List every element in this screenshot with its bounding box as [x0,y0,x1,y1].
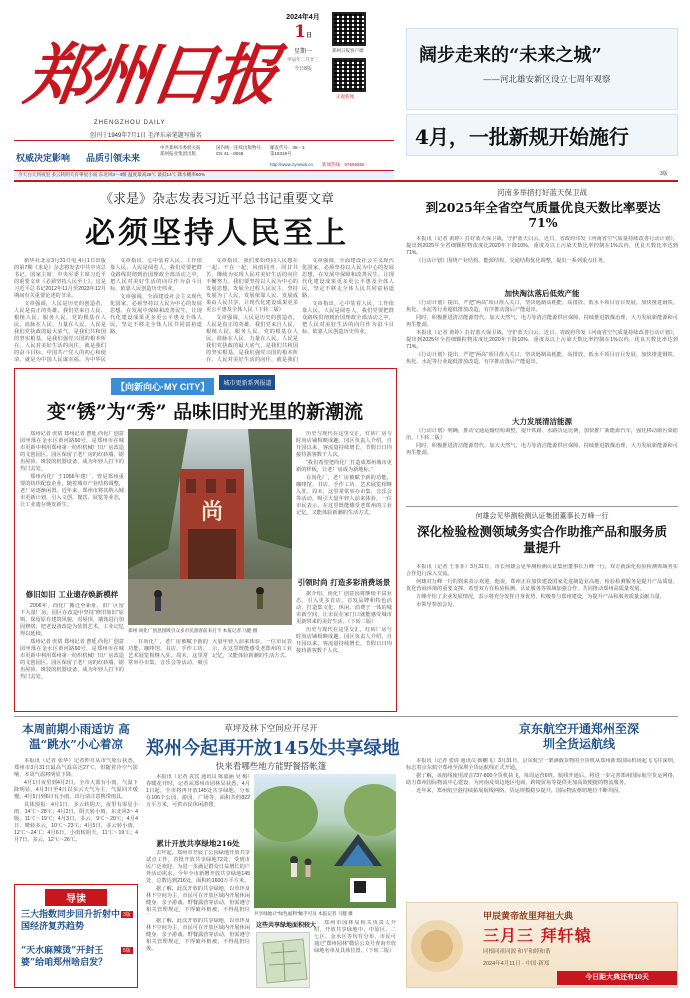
feature-body-right2 [296,591,392,703]
feature-body-left2 [20,603,124,703]
green-paragraph: 据了解，此次开放的共享绿地，以草坪及林下空间为主，市民可在开放区域内开展休闲健身、亲子游戏、野餐露营等活动，但需遵守相关管理规定，不得破坏植被，不得乱扔垃 [146,886,250,913]
airline-headline[interactable]: 京东航空开通郑州至深圳全货运航线 [518,722,639,751]
lead-body-col1 [14,258,106,363]
green-photo-illustration [254,774,396,908]
feature-subhead-1: 修旧如旧 工业遗存焕新模样 [25,590,119,599]
green-photo-caption: 共享绿地让“绿色福利”触手可及 本报记者 马健 摄 [254,911,353,916]
ad-banner[interactable] [406,902,678,988]
qr-code-icon[interactable] [332,58,366,92]
feature-paragraph: 郑州尚化厂于1956年建厂，曾是郑州重要的纺织配套企业。随着城市产业结构调整，老厂房逐渐闲置。近年来，郑州市将其纳入城市更新计划，引入文创、餐饮、展览等业态，让工业遗存焕发新生。 [20,474,124,508]
right-paragraph: 《行动计划》围绕产业结构、能源结构、交通结构优化调整，提出一系列重点任务。 [416,258,608,264]
green-photo[interactable] [254,774,396,908]
svg-text:尚: 尚 [200,499,224,525]
promo-page-ref: 3版 [660,171,668,177]
airline-paragraph: 据了解，该航线使用波音737-800全货机执飞，每周运营6班。航线开通后，将进一步完善郑州国际航空货运网络，助力郑州国际物流中心建设，为河南及周边地区电商、跨境贸易等提供更加高效便捷的物流服务。 [406,773,678,786]
guide-item-1[interactable]: 三大指数同步回升折射中国经济复苏趋势 [21,910,121,932]
slogan-right: 品质引领未来 [86,153,141,163]
right-section-label-2: 何雄会见华测检测认证集团董事长万峰一行 [475,512,609,520]
weather-bar [14,170,394,179]
airline-paragraph: 本报讯（记者 张倩 通讯员 韩鹏飞）3月31日，京东航空一架满载货物的全货机从郑州新郑国际机场起飞飞往深圳，标志着京东航空郑州至深圳全货运航线正式开通。 [406,758,678,771]
feature-headline[interactable]: 变“锈”为“秀” 品味旧时光里的新潮流 [46,401,364,423]
weather-text: 今天白天到夜里 多云转阴天有零星小雨 东北风3～4级 温度最高28℃ 最低14℃ 降水概率60% [18,172,206,177]
lead-paragraph: 文章强调，人民是历史的创造者，人民是真正的英雄。我们党来自人民、根植人民、服务人民，党的根基在人民、血脉在人民、力量在人民。人民是我们党执政的最大底气，是我们共和国的坚实根基，是我们强党兴国的根本所在。人民对美好生活的向往，就是我们 [206,315,298,363]
day-value: 1 [294,22,306,42]
feature-paragraph: 2006年，尚化厂搬迁至新址，旧厂区留下大量厂房。园区在改造中坚持“修旧如旧”原则，保留原有建筑风貌，对屋顶、墙体进行加固修缮，把老设备改造为装置艺术，工业记忆得以延续。 [20,603,124,637]
feature-paragraph: 历史与现代在这里交汇，红砖厂房与时尚店铺相映成趣。园区负责人介绍，自开园以来，客流量持续增长，节假日日均接待游客数千人次。 [296,431,392,458]
green-map-thumb[interactable] [256,932,310,988]
newspaper-logo: 郑州日报 [20,36,280,114]
day-suffix: 日 [305,32,312,39]
right-subhead-1: 加快淘汰落后低效产能 [504,289,580,298]
feature-paragraph: 郑州记者 张倩 郑州记者 曹延 尚化厂创意园坐落在金水区黄河路60号，是郑州市在城市更新中利用郑州第一纺织机械厂旧厂房改造的文创园区。园区保留了老厂房的红砖墙、锯齿屋顶、斑驳的机器设备，成为年轻人打卡的热门去处。 [20,431,124,472]
qr-caption: 郑州日报客户端 [332,48,364,53]
feature-tag: 【向新向心·MY CITY】 [111,378,214,395]
ad-date: 2024年4月11日 · 中国·新郑 [483,961,550,967]
feature-photo-illustration [128,429,292,625]
right-paragraph: 本报讯（记者 黄婷）打好蓝天保卫战，守护蓝天白云。近日，省政府印发《河南省空气质量持续改善行动计划》，提出到2025年全省细颗粒物浓度比2020年下降10%，重度及以上污染天数比率控制在1%以内，优良天数比率达到71%。 [406,236,678,256]
guide-item-1-page: 3版 [123,912,131,918]
map-icon [257,933,310,988]
weather-paragraph: 具体预报：4月1日，多云转阴天，夜里有零星小雨，14℃～28℃；4月2日，阴天转小雨，东北风3～4级，11℃～19℃；4月3日，多云，9℃～20℃；4月4日，晴转多云，10℃～23℃；4月5日，多云转小雨，12℃～24℃；4月6日，小雨转阴天，11℃～19℃；4月7日，多云，12℃～26℃。 [14,802,138,843]
green-paragraph: 本报讯（记者 袁宾 通讯员 陈嘉涵 吴 梅）春暖花开时，记者从郑州市园林局获悉，4月1日起，全市将再开放145处共享绿地，分布在106个公园、游园、广场等，面积共约822万平方米，可供市民休闲游憩。 [146,774,250,808]
news-hotline: 新闻热线：67655555 [322,162,365,167]
lead-paragraph: 文章强调，人民是历史的创造者，人民是真正的英雄。我们党来自人民、根植人民、服务人民，党的根基在人民、血脉在人民、力量在人民。人民是我们党执政的最大底气，是我们共和国的坚实根基，是我们强党兴国的根本所在。人民对美好生活的向往，就是我们的奋斗目标。中国共产党人的初心和使命，就是为中国人民谋幸福，为中华民 [14,301,106,363]
lead-paragraph: 文章指出，心中装着人民，工作依靠人民。人民是阅卷人，我们党要把群众路线贯彻到治国理政全部活动之中，把人民对美好生活的向往作为奋斗目标，依靠人民创造历史伟业。 [302,301,394,335]
promo-subtitle: ——河北雄安新区设立七周年观察 [483,75,611,85]
right-paragraph: 万峰介绍了企业发展情况，表示将充分发挥自身优势，积极参与郑州建设，为提升产品和服务质量贡献力量。 [416,594,666,600]
date-block [282,12,324,72]
lead-headline[interactable]: 必须坚持人民至上 [85,216,349,251]
right-paragraph: 本报讯（记者 王菲菲）3月31日，市长何雄会见华测检测认证集团董事长万峰一行，双方就深化检验检测领域务实合作进行深入交流。 [406,564,678,577]
feature-banner [111,375,311,391]
founded-note: 创刊于1949年7月1日 毛泽东亲笔题写报名 [90,133,202,139]
right-body-3 [406,428,678,498]
green-body-3 [314,920,396,988]
ad-sub-slogan: 同根同祖同源 和平和睦和谐 [483,949,551,955]
feature-paragraph: 据介绍，尚化厂创意园将继续丰富业态，引入更多首店、首发品牌和特色活动，打造集文化、休闲、消费于一体的城市新空间，让市民在家门口就能感受城市更新带来的美好生活。（下转二版） [296,591,392,625]
postal-code: 邮发代号：35－3 第16319号 [270,145,305,156]
qr-caption-2: 正观新闻 [336,94,354,99]
weather-headline[interactable]: 本周前期小雨适访 高温“跳水”小心着凉 [22,722,130,751]
right-paragraph: 同时，积极推进清洁能源替代，加大天然气、电力等清洁能源供应保障，持续推进散煤治理，大力发展新能源和可再生能源。 [406,315,678,328]
right-section-label: 河南多举措打好蓝天保卫战 [497,188,587,197]
green-paragraph: 去年起，郑州市开展了公园绿地开放共享试点工作，首批开放共享绿地72处，受到市民广泛欢迎。为进一步满足群众日益增长的户外活动需求，今年全市新增开放共享绿地145处，总数达到216处，面积约1600万平方米。 [146,850,250,884]
weather-body [14,758,138,878]
lead-paragraph: 文章强调，全面建设社会主义现代化国家，必须坚持以人民为中心的发展思想，在发展中保障和改善民生，让现代化建设成果更多更公平惠及全体人民，坚定不移走全体人民共同富裕道路。 [302,258,394,299]
lead-body-col3 [206,258,298,363]
ad-countdown [557,971,677,985]
ad-countdown-text: 今日距大典还有10天 [585,974,649,981]
green-paragraph: 郑州市园林局相关负责人介绍，开放共享绿地中，中原区、二七区、金水区等均有分布，市民可通过“郑州园林”微信公众号查询开放绿地名单及具体位置。（下转二版） [314,920,396,954]
airline-paragraph: 近年来，郑州航空港持续拓展航线网络，货运规模稳步提升，国际物流枢纽地位不断巩固。 [416,788,624,794]
right-subhead-2: 大力发展清洁能源 [512,417,572,426]
publisher: 中共郑州市委机关报 郑州报业集团出版 [160,145,201,156]
green-headline[interactable]: 郑州今起再开放145处共享绿地 [146,738,400,759]
ad-main-slogan: 三月三 拜轩辕 [483,926,592,945]
feature-paragraph: 历史与现代在这里交汇，红砖厂房与时尚店铺相映成趣。园区负责人介绍，自开园以来，客流量持续增长，节假日日均接待游客数千人次。 [296,627,392,654]
guide-item-2-page: 5版 [123,948,131,954]
right-paragraph: 《行动计划》提出，严把“两高”项目准入关口，坚决遏制高耗能、高排放、低水平项目盲目发展。加快推进钢铁、焦化、水泥等行业超低排放改造，有序推动落后产能退出。 [406,352,678,365]
green-subhead: 累计开放共享绿地216处 [156,839,240,848]
feature-photo-caption: 郑州·尚化厂创意园吸引众多市民游客前来打卡 本报记者 马健 摄 [128,628,258,633]
green-body-2 [146,850,250,914]
right-body-4 [406,564,678,712]
feature-paragraph: “我们希望把尚化厂打造成郑州城市更新的样板，让老厂房成为新地标。” [296,460,392,473]
right-headline-2[interactable]: 深化检验检测领域务实合作助推产品和服务质量提升 [416,524,667,555]
green-photo2-caption: 这些共享绿地面积较大 [256,923,317,929]
green-paragraph: 据了解，此次开放的共享绿地，以草坪及林下空间为主，市民可在开放区域内开展休闲健身、亲子游戏、野餐露营等活动，但需遵守相关管理规定，不得破坏植被，不得乱扔垃圾。 [146,918,250,952]
feature-series: 城市更新系列报道 [219,375,275,390]
website-link[interactable]: http://www.zynews.cn [270,162,314,167]
promo-box-2[interactable] [406,114,678,156]
weekday: 星期一 [293,49,312,55]
middle-divider [14,716,678,717]
weather-paragraph: 本报讯（记者 张华）记者昨日从市气象台获悉，郑州市3月31日最高气温高达27℃，但随着冷空气影响，本周气温将明显下降。 [14,758,138,778]
ad-emblem-icon [407,903,467,988]
airline-body [406,758,678,856]
feature-body-right [296,431,392,575]
year-month: 2024年4月 [286,14,320,21]
right-paragraph: 何雄对万峰一行的到来表示欢迎。他说，郑州正在加快建设国家先进制造业高地，检验检测服务是提升产品质量、优化营商环境的重要支撑。希望双方在检验检测、认证服务等领域加强合作，共同推动郑州高质量发展。 [406,579,678,592]
feature-body-left [20,431,124,585]
lead-kicker: 《求是》杂志发表习近平总书记重要文章 [99,192,334,207]
feature-body-mid [128,639,292,703]
feature-paragraph: 在尚化厂，老厂房被赋予新的功能，咖啡馆、书店、手作工坊、艺术展览相继入驻。周末，这里常常举办市集、音乐会等活动，吸引大量年轻人前来体验。一位市民表示，在这里既能感受老郑州的工业记忆，又能体验新潮的生活方式。 [296,475,392,516]
masthead-rule [14,140,394,141]
guide-box [14,884,138,988]
right-paragraph: 《行动计划》提出，严把“两高”项目准入关口，坚决遏制高耗能、高排放、低水平项目盲目发展。加快推进钢铁、焦化、水泥等行业超低排放改造，有序推动落后产能退出。 [406,300,678,313]
right-body-1 [406,236,678,284]
feature-paragraph: 在尚化厂，老厂房被赋予新的功能，咖啡馆、书店、手作工坊、艺术展览相继入驻。周末，这里常常举办市集、音乐会等活动，吸引大量年轻人前来体验。一位市民表示，在这里既能感受老郑州的工业记忆，又能体验新潮的生活方式。 [128,639,292,666]
lead-paragraph: 文章指出，我们要始终同人民想在一起、干在一起，风雨同舟、同甘共苦，继续为实现人民对美好生活的向往不懈努力。我们要坚持以人民为中心的发展思想，发展全过程人民民主，坚持发展为了人民、发展依靠人民、发展成果由人民共享，让现代化建设成果更多更公平惠及全体人民（下转二版） [206,258,298,313]
promo-headline: 4月，一批新规开始施行 [415,125,629,149]
top-divider [14,180,678,182]
lead-paragraph: 文章强调，全面建设社会主义现代化国家，必须坚持以人民为中心的发展思想，在发展中保障和改善民生，让现代化建设成果更多更公平惠及全体人民，坚定不移走全体人民共同富裕道路。 [110,294,202,335]
guide-item-2[interactable]: “天水麻辣烫”开封王婆”给咱郑州啥启发？ [21,946,108,968]
right-paragraph: 同时，积极推进清洁能源替代，加大天然气、电力等清洁能源供应保障，持续推进散煤治理，大力发展新能源和可再生能源。 [406,443,678,456]
qr-code-icon[interactable] [332,12,366,46]
english-title: ZHENGZHOU DAILY [94,120,166,126]
guide-label: 导读 [45,889,107,906]
green-body-4 [146,918,250,988]
right-paragraph: 市领导参加会见。 [416,602,458,608]
feature-photo[interactable] [128,429,292,625]
right-body-2 [406,300,678,412]
page-count: 今日8版 [294,66,312,72]
ad-title: 甲辰黄帝故里拜祖大典 [483,912,574,922]
green-kicker: 草坪及林下空间应开尽开 [224,724,318,734]
lunar-date: 甲辰年二月廿三 [287,57,319,62]
right-paragraph: 《行动计划》明确，推动交通运输结构调整，提升铁路、水路货运比例，加快推广新能源汽车，强化移动源污染防治。（下转二版） [406,428,678,441]
lead-paragraph: 新华社北京3月31日电 4月1日出版的第7期《求是》杂志将发表中共中央总书记、国家主席、中央军委主席习近平的重要文章《必须坚持人民至上》。这是习近平总书记2012年11月至2023年12月期间有关重要论述的节录。 [14,258,106,299]
feature-box [14,368,397,712]
feature-paragraph: 郑州记者 张倩 郑州记者 曹延 尚化厂创意园坐落在金水区黄河路60号，是郑州市在城市更新中利用郑州第一纺织机械厂旧厂房改造的文创园区。园区保留了老厂房的红砖墙、锯齿屋顶、斑驳的机器设备，成为年轻人打卡的热门去处。 [20,639,124,680]
day-number [282,22,324,46]
cn-number: 国内统一连续出版物号 CN 41－0048 [216,145,261,156]
right-paragraph: 本报讯（记者 黄婷）打好蓝天保卫战，守护蓝天白云。近日，省政府印发《河南省空气质量持续改善行动计划》，提出到2025年全省细颗粒物浓度比2020年下降10%，重度及以上污染天数比率控制在1%以内，优良天数比率达到71%。 [406,330,678,350]
lead-body-col4 [302,258,394,363]
lead-paragraph: 文章指出，心中装着人民，工作依靠人民。人民是阅卷人，我们党要把群众路线贯彻到治国理政全部活动之中，把人民对美好生活的向往作为奋斗目标，依靠人民创造历史伟业。 [110,258,202,292]
green-subtitle: 快来看哪些地方能野餐搭帐篷 [215,762,327,772]
weather-paragraph: 4月1日夜里到4月2日，全市大部有小雨，气温下降明显。4月3日至4日以多云天气为主，气温回升缓慢。4月5日到6日有小雨，出行请注意携带雨具。 [14,780,138,800]
slogan-left: 权威决定影响 [16,153,71,163]
promo-title: 阔步走来的“未来之城” [419,45,602,66]
green-body-1 [146,774,250,834]
feature-subhead-2: 引领时尚 打造多彩消费场景 [297,578,391,587]
promo-box-1[interactable] [406,28,678,110]
right-headline[interactable]: 到2025年全省空气质量优良天数比率要达71% [425,200,661,230]
lead-body-col2 [110,258,202,363]
right-divider [406,506,678,507]
